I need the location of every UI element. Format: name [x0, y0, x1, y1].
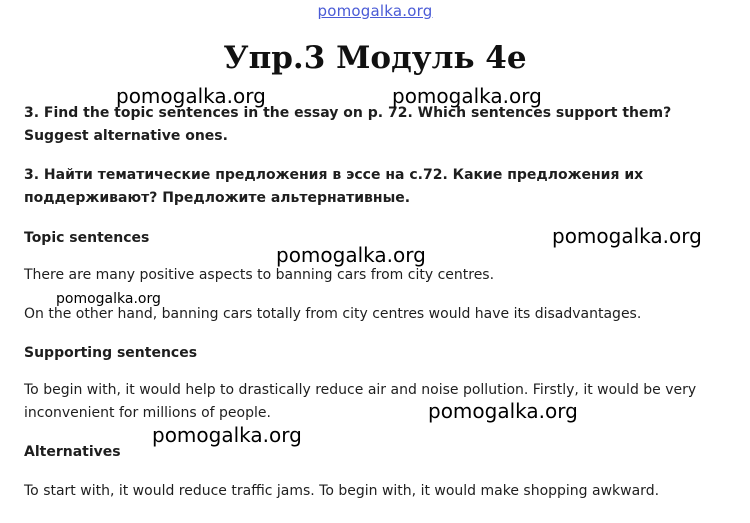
page-title: Упр.3 Модуль 4е: [223, 40, 527, 76]
task-russian: 3. Найти тематические предложения в эссе на с.72. Какие предложения их поддерживают? Предложите альтернативные.: [24, 167, 644, 206]
supporting-sentences-text: To begin with, it would help to drastically reduce air and noise pollution. Firstly, it would be very inconvenient for millions of people.: [24, 382, 697, 421]
task-english: 3. Find the topic sentences in the essay on p. 72. Which sentences support them? Suggest alternative ones.: [24, 105, 672, 144]
watermark: pomogalka.org: [392, 84, 542, 108]
site-header-link[interactable]: pomogalka.org: [317, 2, 433, 20]
supporting-sentences-heading: Supporting sentences: [24, 345, 198, 361]
alternatives-text: To start with, it would reduce traffic jams. To begin with, it would make shopping awkward.: [24, 483, 660, 499]
alternatives-heading: Alternatives: [24, 444, 121, 460]
watermark: pomogalka.org: [276, 243, 426, 267]
topic-sentences-heading: Topic sentences: [24, 230, 150, 246]
watermark: pomogalka.org: [552, 224, 702, 248]
watermark: pomogalka.org: [116, 84, 266, 108]
watermark: pomogalka.org: [152, 423, 302, 447]
watermark: pomogalka.org: [428, 399, 578, 423]
topic-sentence-1: There are many positive aspects to banning cars from city centres.: [24, 267, 495, 283]
topic-sentence-2: On the other hand, banning cars totally from city centres would have its disadvantages.: [24, 306, 642, 322]
watermark: pomogalka.org: [56, 291, 161, 307]
